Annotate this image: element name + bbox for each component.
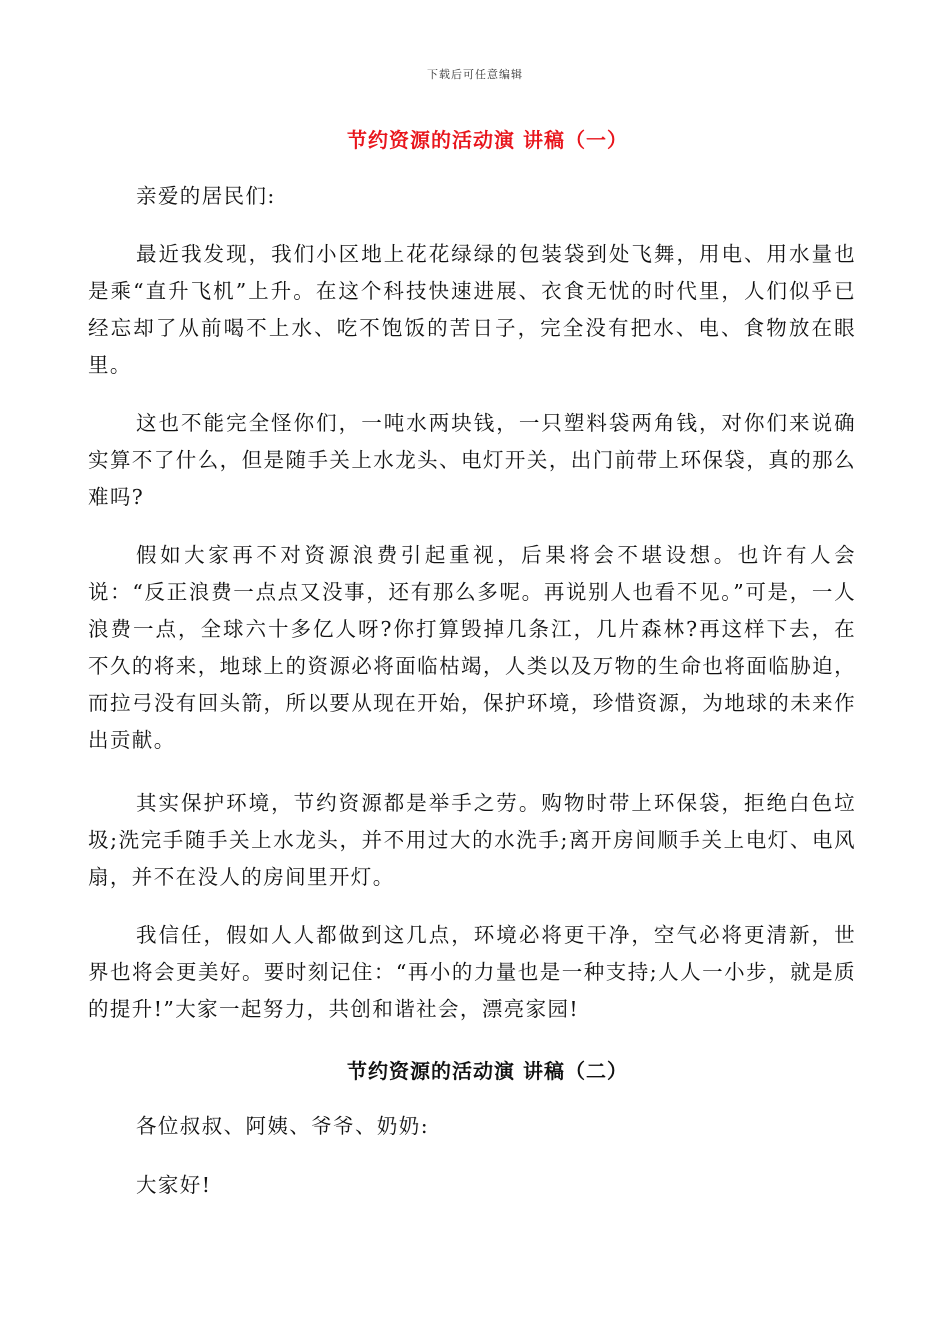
speech2-salutation: 各位叔叔、阿姨、爷爷、奶奶:: [136, 1114, 430, 1138]
speech2-greeting: 大家好!: [136, 1173, 212, 1197]
speech1-title: 节约资源的活动演 讲稿（一）: [347, 128, 628, 152]
speech1-paragraph-4: 其实保护环境，节约资源都是举手之劳。购物时带上环保袋，拒绝白色垃圾;洗完手随手关上水龙头，并不用过大的水洗手;离开房间顺手关上电灯、电风扇，并不在没人的房间里开灯。: [88, 791, 856, 889]
speech2-title: 节约资源的活动演 讲稿（二）: [347, 1059, 628, 1083]
speech1-paragraph-2: 这也不能完全怪你们，一吨水两块钱，一只塑料袋两角钱，对你们来说确实算不了什么，但是随手关上水龙头、电灯开关，出门前带上环保袋，真的那么难吗?: [88, 411, 856, 509]
header-note: 下载后可任意编辑: [427, 68, 523, 81]
speech1-paragraph-5: 我信任，假如人人都做到这几点，环境必将更干净，空气必将更清新，世界也将会更美好。要时刻记住：“再小的力量也是一种支持;人人一小步，就是质的提升!”大家一起努力，共创和谐社会，漂亮家园!: [88, 923, 856, 1021]
speech1-paragraph-3: 假如大家再不对资源浪费引起重视，后果将会不堪设想。也许有人会说：“反正浪费一点点又没事，还有那么多呢。再说别人也看不见。”可是，一人浪费一点，全球六十多亿人呀?你打算毁掉几条江，几片森林?再这样下去，在不久的将来，地球上的资源必将面临枯竭，人类以及万物的生命也将面临胁迫，而拉弓没有回头箭，所以要从现在开始，保护环境，珍惜资源，为地球的未来作出贡献。: [88, 543, 856, 752]
speech1-salutation: 亲爱的居民们:: [136, 184, 276, 208]
speech1-paragraph-1: 最近我发现，我们小区地上花花绿绿的包装袋到处飞舞，用电、用水量也是乘“直升飞机”上升。在这个科技快速进展、衣食无忧的时代里，人们似乎已经忘却了从前喝不上水、吃不饱饭的苦日子，完全没有把水、电、食物放在眼里。: [88, 242, 856, 377]
